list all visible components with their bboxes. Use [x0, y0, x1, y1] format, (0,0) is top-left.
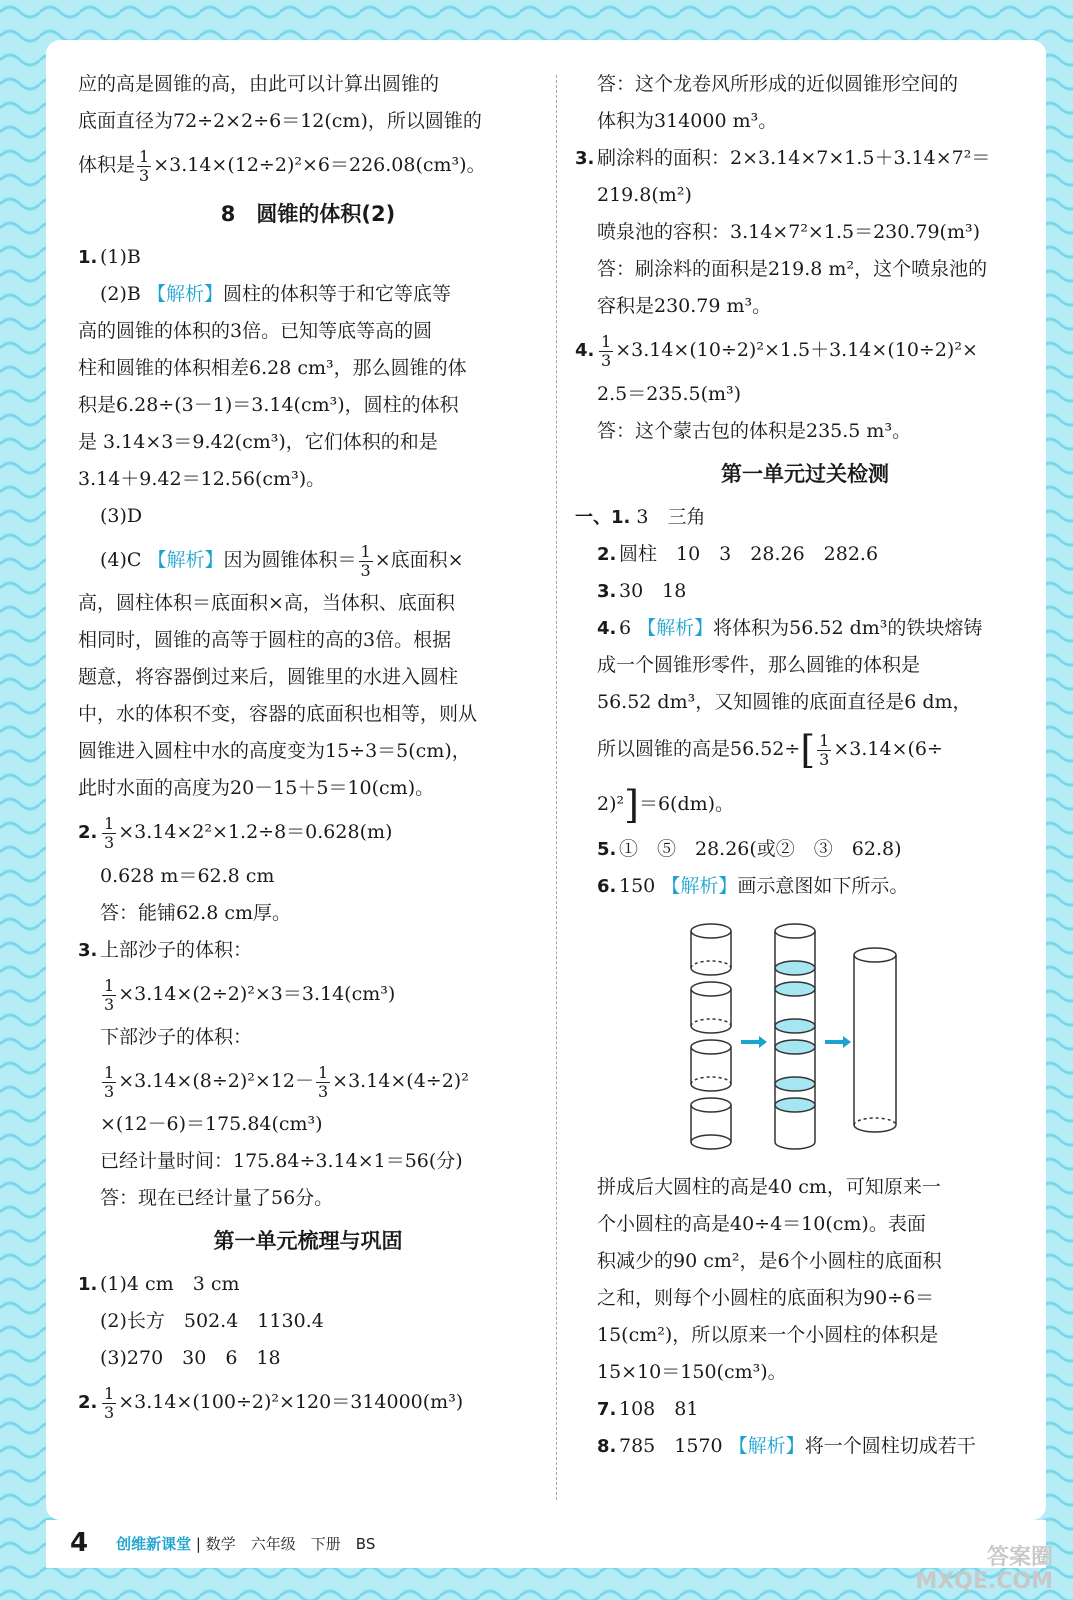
text-line: 积减少的90 cm²，是6个小圆柱的底面积	[597, 1250, 942, 1272]
text-line: 已经计量时间：175.84÷3.14×1＝56(分)	[100, 1150, 463, 1172]
text-line: 答：这个龙卷风所形成的近似圆锥形空间的	[597, 73, 959, 95]
t2: 2. 圆柱 10 3 28.26 282.6	[597, 543, 879, 565]
text-line: 底面直径为72÷2×2÷6＝12(cm)，所以圆锥的	[78, 110, 482, 132]
q3-right: 3. 刷涂料的面积：2×3.14×7×1.5＋3.14×7²＝	[575, 147, 991, 169]
t5: 5. ① ⑤ 28.26(或② ③ 62.8)	[597, 838, 902, 860]
column-divider	[556, 75, 557, 1500]
t8: 8. 785 1570 【解析】将一个圆柱切成若干	[597, 1435, 976, 1457]
small-cylinder	[691, 1098, 731, 1149]
t4: 4. 6 【解析】将体积为56.52 dm³的铁块熔铸	[597, 617, 983, 639]
text-line: ×(12－6)＝175.84(cm³)	[100, 1113, 323, 1135]
page-number: 4	[70, 1528, 89, 1558]
cylinder-diagram	[575, 913, 1035, 1163]
t3: 3. 30 18	[597, 580, 687, 602]
fraction-one-third: $\frac{1}{3}$	[139, 146, 150, 185]
footer-info: 创维新课堂 | 数学 六年级 下册 BS	[116, 1534, 376, 1553]
analysis-tag: 【解析】	[146, 283, 223, 305]
text-line: 下部沙子的体积：	[100, 1026, 253, 1048]
text-line: 2)²]＝6(dm)。	[597, 783, 735, 827]
r1-1: 1. (1)4 cm 3 cm	[78, 1273, 240, 1295]
q1-2: (2)B 【解析】圆柱的体积等于和它等底等	[100, 283, 451, 305]
text-line: 应的高是圆锥的高，由此可以计算出圆锥的	[78, 73, 440, 95]
text-line: $\frac{1}{3}$ ×3.14×(2÷2)²×3＝3.14(cm³)	[104, 975, 396, 1014]
q3: 3. 上部沙子的体积：	[78, 939, 253, 961]
brand-name: 创维新课堂	[116, 1534, 192, 1553]
text-line: 体积是 $\frac{1}{3}$ ×3.14×(12÷2)²×6＝226.08(cm³)。	[78, 146, 486, 185]
watermark: 答案圈 MXQE.COM	[915, 1545, 1053, 1594]
q1-3: (3)D	[100, 505, 143, 527]
cylinder-diagram-svg	[575, 913, 1035, 1163]
text-line: 体积为314000 m³。	[597, 110, 778, 132]
text-line: 成一个圆锥形零件，那么圆锥的体积是	[597, 654, 921, 676]
q1-1: 1. (1)B	[78, 246, 141, 268]
text-line: 是 3.14×3＝9.42(cm³)，它们体积的和是	[78, 431, 438, 453]
section-title-review: 第一单元梳理与巩固	[213, 1229, 403, 1253]
text-line: 喷泉池的容积：3.14×7²×1.5＝230.79(m³)	[597, 221, 981, 243]
q1-4: (4)C 【解析】因为圆锥体积＝ $\frac{1}{3}$ ×底面积×	[100, 541, 464, 580]
text-line: 之和，则每个小圆柱的底面积为90÷6＝	[597, 1287, 935, 1309]
text-line: 中，水的体积不变，容器的底面积也相等，则从	[78, 703, 478, 725]
text-line: 个小圆柱的高是40÷4＝10(cm)。表面	[597, 1213, 926, 1235]
section-title-cone-volume-2: 8 圆锥的体积(2)	[220, 202, 396, 226]
text-line: 答：刷涂料的面积是219.8 m²，这个喷泉池的	[597, 258, 988, 280]
t1: 一、1. 3 三角	[575, 506, 706, 528]
left-column	[78, 66, 538, 1428]
text-line: $\frac{1}{3}$ ×3.14×(8÷2)²×12－ $\frac{1}{3}$ ×3.14×(4÷2)²	[104, 1062, 469, 1101]
stacked-cylinder	[775, 924, 815, 1149]
text-line: 圆锥进入圆柱中水的高度变为15÷3＝5(cm)，	[78, 740, 471, 762]
text-line: 高的圆锥的体积的3倍。已知等底等高的圆	[78, 320, 433, 342]
text-line: 3.14＋9.42＝12.56(cm³)。	[78, 468, 326, 490]
small-cylinder	[691, 982, 731, 1033]
text-line: 题意，将容器倒过来后，圆锥里的水进入圆柱	[78, 666, 459, 688]
small-cylinder	[691, 1040, 731, 1091]
text-line: 答：能铺62.8 cm厚。	[100, 902, 292, 924]
right-column	[575, 66, 1035, 1465]
text-line: 所以圆锥的高是56.52÷[ $\frac{1}{3}$ ×3.14×(6÷	[597, 728, 943, 772]
text-line: 0.628 m＝62.8 cm	[100, 865, 275, 887]
text-line: 219.8(m²)	[597, 184, 692, 206]
r1-2: (2)长方 502.4 1130.4	[100, 1310, 324, 1332]
text-line: 15(cm²)，所以原来一个小圆柱的体积是	[597, 1324, 939, 1346]
r1-3: (3)270 30 6 18	[100, 1347, 281, 1369]
text-line: 56.52 dm³，又知圆锥的底面直径是6 dm，	[597, 691, 972, 713]
text-line: 拼成后大圆柱的高是40 cm，可知原来一	[597, 1176, 941, 1198]
t7: 7. 108 81	[597, 1398, 699, 1420]
text-line: 容积是230.79 m³。	[597, 295, 772, 317]
text-line: 此时水面的高度为20－15＋5＝10(cm)。	[78, 777, 435, 799]
small-cylinder	[691, 924, 731, 975]
q4-right: 4. $\frac{1}{3}$ ×3.14×(10÷2)²×1.5＋3.14×(10÷2)²×	[575, 331, 978, 370]
q2: 2. $\frac{1}{3}$ ×3.14×2²×1.2÷8＝0.628(m)	[78, 813, 393, 852]
text-line: 柱和圆锥的体积相差6.28 cm³，那么圆锥的体	[78, 357, 467, 379]
t6: 6. 150 【解析】画示意图如下所示。	[597, 875, 909, 897]
large-cylinder	[854, 948, 896, 1132]
page-footer	[70, 1523, 375, 1563]
text-line: 15×10＝150(cm³)。	[597, 1361, 787, 1383]
section-title-unit-test: 第一单元过关检测	[721, 462, 889, 486]
text-line: 相同时，圆锥的高等于圆柱的高的3倍。根据	[78, 629, 452, 651]
text-line: 积是6.28÷(3－1)＝3.14(cm³)，圆柱的体积	[78, 394, 459, 416]
text-line: 答：这个蒙古包的体积是235.5 m³。	[597, 420, 912, 442]
text-line: 高，圆柱体积＝底面积×高，当体积、底面积	[78, 592, 455, 614]
text-line: 答：现在已经计量了56分。	[100, 1187, 334, 1209]
text-line: 2.5＝235.5(m³)	[597, 383, 742, 405]
r2: 2. $\frac{1}{3}$ ×3.14×(100÷2)²×120＝314000(m³)	[78, 1383, 464, 1422]
